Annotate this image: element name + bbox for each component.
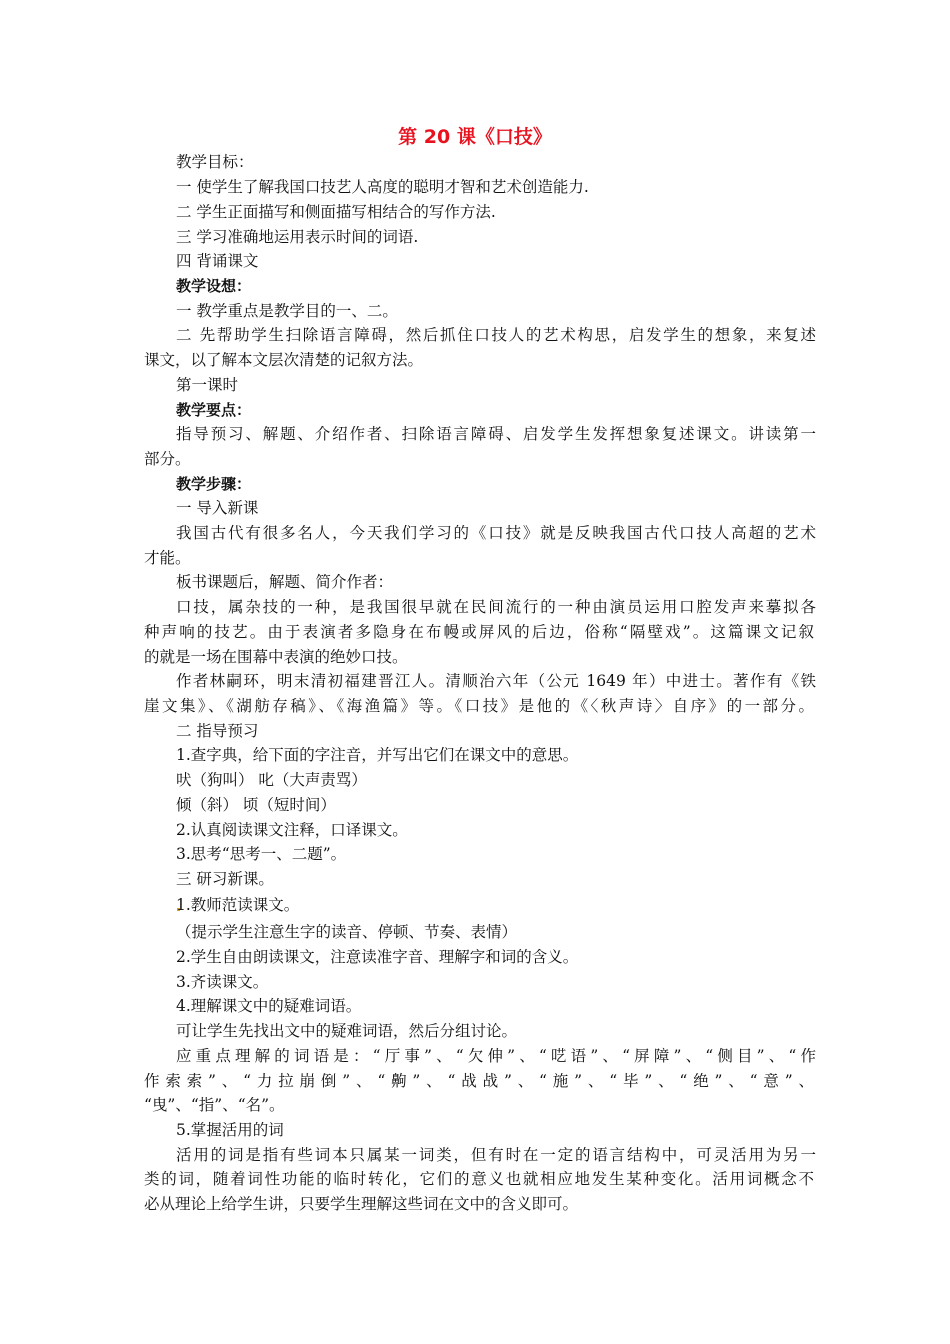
text-line: 二 先帮助学生扫除语言障碍，然后抓住口技人的艺术构思，启发学生的想象，来复述: [176, 326, 816, 344]
text-line: 种声响的技艺。由于表演者多隐身在布幔或屏风的后边，俗称“隔壁戏”。这篇课文记叙: [144, 623, 814, 641]
text-line: 三 研习新课。: [176, 870, 274, 888]
text-line: 应重点理解的词语是：“厅事”、“欠伸”、“呓语”、“屏障”、“侧目”、“作: [176, 1047, 816, 1065]
text-line: “曳”、“指”、“名”。: [144, 1096, 285, 1114]
text-line: 1.教师范读课文。: [176, 896, 300, 914]
text-line: （提示学生注意生字的读音、停顿、节奏、表情）: [176, 923, 518, 941]
text-line: 倾（斜） 顷（短时间）: [176, 796, 336, 814]
text-line: 口技，属杂技的一种，是我国很早就在民间流行的一种由演员运用口腔发声来摹拟各: [176, 598, 816, 616]
text-line: 三 学习准确地运用表示时间的词语.: [176, 228, 419, 246]
text-line: 课文，以了解本文层次清楚的记叙方法。: [144, 351, 424, 369]
text-line: 吠（狗叫） 叱（大声责骂）: [176, 771, 367, 789]
text-line: 二 指导预习: [176, 722, 259, 740]
section-heading: 教学要点：: [176, 401, 252, 419]
text-line: 才能。: [144, 549, 191, 567]
text-line: 作索索”、“力拉崩倒”、“齁”、“战战”、“施”、“毕”、“绝”、“意”、: [144, 1072, 814, 1090]
section-heading: 教学设想：: [176, 277, 252, 295]
text-line: 部分。: [144, 450, 191, 468]
text-line: 类的词，随着词性功能的临时转化，它们的意义也就相应地发生某种变化。活用词概念不: [144, 1170, 814, 1188]
text-line: 我国古代有很多名人，今天我们学习的《口技》就是反映我国古代口技人高超的艺术: [176, 524, 816, 542]
text-line: 2.学生自由朗读课文，注意读准字音、理解字和词的含义。: [176, 948, 579, 966]
text-line: 2.认真阅读课文注释，口译课文。: [176, 821, 408, 839]
text-line: 二 学生正面描写和侧面描写相结合的写作方法.: [176, 203, 496, 221]
text-line: 5.掌握活用的词: [176, 1121, 284, 1139]
text-line: 必从理论上给学生讲，只要学生理解这些词在文中的含义即可。: [144, 1195, 579, 1213]
text-line: 1.查字典，给下面的字注音，并写出它们在课文中的意思。: [176, 746, 579, 764]
text-line: 指导预习、解题、介绍作者、扫除语言障碍、启发学生发挥想象复述课文。讲读第一: [176, 425, 816, 443]
text-line: 崖文集》、《湖舫存稿》、《海渔篇》等。《口技》是他的《〈秋声诗〉自序》的一部分。: [144, 697, 814, 715]
text-line: 一 教学重点是教学目的一、二。: [176, 302, 398, 320]
text-line: 教学目标：: [176, 153, 254, 171]
text-line: 可让学生先找出文中的疑难词语，然后分组讨论。: [176, 1022, 518, 1040]
text-line: 3.思考“思考一、二题”。: [176, 845, 347, 863]
text-line: 4.理解课文中的疑难词语。: [176, 997, 362, 1015]
text-line: 四 背诵课文: [176, 252, 259, 270]
lesson-title: 第 20 课《口技》: [398, 126, 552, 148]
text-line: 第一课时: [176, 376, 239, 394]
text-line: 的就是一场在围幕中表演的绝妙口技。: [144, 648, 408, 666]
text-line: 作者林嗣环，明末清初福建晋江人。清顺治六年（公元 1649 年）中进士。著作有《铁: [176, 672, 816, 690]
text-line: 一 导入新课: [176, 499, 259, 517]
text-line: 3.齐读课文。: [176, 973, 269, 991]
text-line: 一 使学生了解我国口技艺人高度的聪明才智和艺术创造能力.: [176, 178, 589, 196]
section-heading: 教学步骤：: [176, 475, 252, 493]
text-line: 活用的词是指有些词本只属某一词类，但有时在一定的语言结构中，可灵活用为另一: [176, 1146, 816, 1164]
text-line: 板书课题后，解题、简介作者：: [176, 573, 394, 591]
